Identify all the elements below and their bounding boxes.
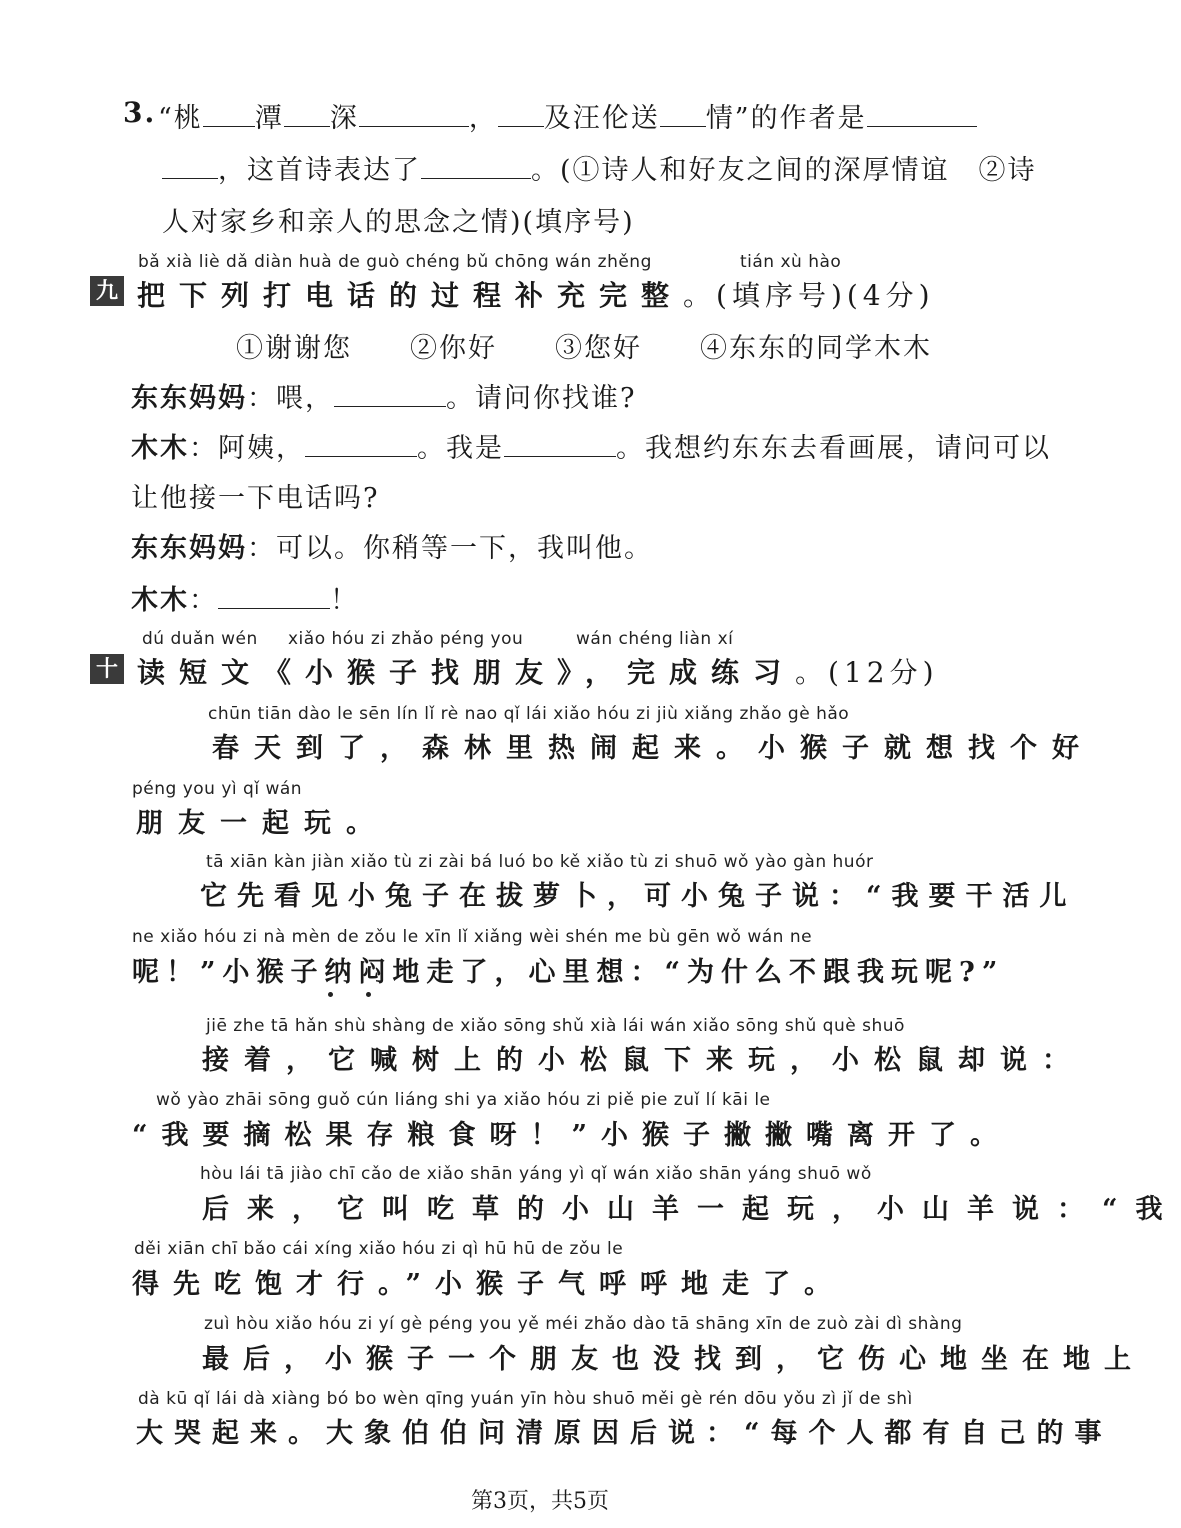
dialogue-text: 。我想约东东去看画展，请问可以 bbox=[616, 433, 1051, 464]
q3-text: 情”的作者是 bbox=[705, 103, 867, 134]
answer-blank[interactable] bbox=[162, 152, 218, 179]
section-9-title bbox=[137, 274, 935, 314]
q3-text: 深 bbox=[329, 103, 359, 134]
speaker: 木木 bbox=[131, 585, 189, 616]
answer-blank[interactable] bbox=[284, 100, 330, 127]
passage-line: 呢！”小猴子纳闷地走了，心里想：“为什么不跟我玩呢?” bbox=[132, 957, 1005, 988]
dialogue-line bbox=[131, 526, 653, 565]
passage-pinyin: wǒ yào zhāi sōng guǒ cún liáng shi ya xiǎo hóu zi piě pie zuǐ lí kāi le bbox=[156, 1090, 771, 1110]
page-footer: 第3页，共5页 bbox=[471, 1489, 609, 1514]
section-title-tail: 。(填序号)(4分) bbox=[683, 279, 935, 312]
question-3-line1 bbox=[158, 96, 977, 135]
speaker: 东东妈妈 bbox=[131, 533, 247, 564]
dialogue-line bbox=[131, 426, 1051, 465]
q3-text: “桃 bbox=[158, 103, 203, 134]
passage-line: 它先看见小兔子在拔萝卜，可小兔子说：“我要干活儿 bbox=[200, 881, 1077, 912]
option-item: ①谢谢您 bbox=[236, 333, 352, 364]
answer-blank[interactable] bbox=[305, 430, 417, 457]
passage-line: 大哭起来。大象伯伯问清原因后说：“每个人都有自己的事 bbox=[136, 1418, 1113, 1449]
section-10-pinyin: xiǎo hóu zi zhǎo péng you bbox=[288, 629, 524, 649]
passage-pinyin: jiē zhe tā hǎn shù shàng de xiǎo sōng shǔ xià lái wán xiǎo sōng shǔ què shuō bbox=[206, 1016, 905, 1036]
answer-blank[interactable] bbox=[218, 582, 330, 609]
passage-line: 春天到了，森林里热闹起来。小猴子就想找个好 bbox=[212, 733, 1094, 764]
option-item: ③您好 bbox=[555, 333, 642, 364]
answer-blank[interactable] bbox=[504, 430, 616, 457]
section-9-pinyin: bǎ xià liè dǎ diàn huà de guò chéng bǔ chōng wán zhěng bbox=[138, 252, 652, 272]
option-list bbox=[236, 326, 932, 365]
answer-blank[interactable] bbox=[498, 100, 544, 127]
passage-line: 接着，它喊树上的小松鼠下来玩，小松鼠却说： bbox=[202, 1045, 1084, 1076]
option-item: ②你好 bbox=[410, 333, 497, 364]
passage-pinyin: péng you yì qǐ wán bbox=[132, 779, 303, 799]
q3-text: 。(①诗人和好友之间的深厚情谊 ②诗 bbox=[531, 155, 1037, 186]
dialogue-text: ！ bbox=[330, 585, 359, 616]
passage-line: 后来，它叫吃草的小山羊一起玩，小山羊说：“我 bbox=[202, 1194, 1181, 1225]
dialogue-line bbox=[131, 578, 359, 617]
passage-line: 朋友一起玩。 bbox=[136, 808, 388, 839]
passage-pinyin: tā xiān kàn jiàn xiǎo tù zi zài bá luó bo kě xiǎo tù zi shuō wǒ yào gàn huór bbox=[206, 852, 874, 872]
section-9-pinyin: tián xù hào bbox=[740, 252, 842, 272]
passage-line: 最后，小猴子一个朋友也没找到，它伤心地坐在地上 bbox=[202, 1344, 1145, 1375]
section-10-title bbox=[137, 651, 939, 691]
section-9-badge: 九 bbox=[90, 276, 124, 306]
passage-pinyin: dà kū qǐ lái dà xiàng bó bo wèn qīng yuán yīn hòu shuō měi gè rén dōu yǒu zì jǐ de shì bbox=[138, 1389, 913, 1409]
dialogue-line bbox=[131, 376, 636, 415]
answer-blank[interactable] bbox=[867, 100, 977, 127]
passage-pinyin: děi xiān chī bǎo cái xíng xiǎo hóu zi qì hū hū de zǒu le bbox=[134, 1239, 624, 1259]
answer-blank[interactable] bbox=[334, 380, 446, 407]
section-title-text: 把下列打电话的过程补充完整 bbox=[137, 279, 684, 312]
passage-pinyin: ne xiǎo hóu zi nà mèn de zǒu le xīn lǐ xiǎng wèi shén me bù gēn wǒ wán ne bbox=[132, 927, 813, 947]
answer-blank[interactable] bbox=[421, 152, 531, 179]
passage-line: 得先吃饱才行。”小猴子气呼呼地走了。 bbox=[132, 1269, 846, 1300]
question-3-line2 bbox=[162, 148, 1037, 187]
option-item: ④东东的同学木木 bbox=[700, 333, 932, 364]
question-3-line3: 人对家乡和亲人的思念之情)(填序号) bbox=[162, 207, 635, 238]
speaker: 木木 bbox=[131, 433, 189, 464]
passage-pinyin: hòu lái tā jiào chī cǎo de xiǎo shān yáng yì qǐ wán xiǎo shān yáng shuō wǒ bbox=[200, 1164, 872, 1184]
dialogue-text: 。我是 bbox=[417, 433, 504, 464]
passage-line: “我要摘松果存粮食呀！”小猴子撇撇嘴离开了。 bbox=[132, 1120, 1012, 1151]
section-10-pinyin: dú duǎn wén bbox=[142, 629, 258, 649]
dialogue-line: 让他接一下电话吗? bbox=[131, 483, 380, 514]
answer-blank[interactable] bbox=[660, 100, 706, 127]
q3-text: 及汪伦送 bbox=[543, 103, 660, 134]
passage-pinyin: zuì hòu xiǎo hóu zi yí gè péng you yě méi zhǎo dào tā shāng xīn de zuò zài dì shàng bbox=[204, 1314, 963, 1334]
question-number: 3. bbox=[123, 96, 157, 129]
dialogue-text: ：可以。你稍等一下，我叫他。 bbox=[247, 533, 653, 564]
dialogue-text: 。请问你找谁? bbox=[446, 383, 637, 414]
section-title-tail: 。(12分) bbox=[795, 656, 939, 689]
section-10-pinyin: wán chéng liàn xí bbox=[576, 629, 734, 649]
answer-blank[interactable] bbox=[359, 100, 469, 127]
dialogue-text: ： bbox=[189, 585, 218, 616]
dialogue-text: ：喂， bbox=[247, 383, 334, 414]
answer-blank[interactable] bbox=[203, 100, 255, 127]
emphasis-dot bbox=[366, 992, 371, 997]
emphasis-dot bbox=[328, 992, 333, 997]
speaker: 东东妈妈 bbox=[131, 383, 247, 414]
q3-text: 潭 bbox=[254, 103, 284, 134]
section-10-badge: 十 bbox=[90, 654, 124, 684]
section-title-text: 读短文《小猴子找朋友》，完成练习 bbox=[137, 656, 796, 689]
q3-text: ， bbox=[468, 103, 498, 134]
passage-pinyin: chūn tiān dào le sēn lín lǐ rè nao qǐ lái xiǎo hóu zi jiù xiǎng zhǎo gè hǎo bbox=[208, 704, 850, 724]
dialogue-text: ：阿姨， bbox=[189, 433, 305, 464]
q3-text: ，这首诗表达了 bbox=[218, 155, 421, 186]
